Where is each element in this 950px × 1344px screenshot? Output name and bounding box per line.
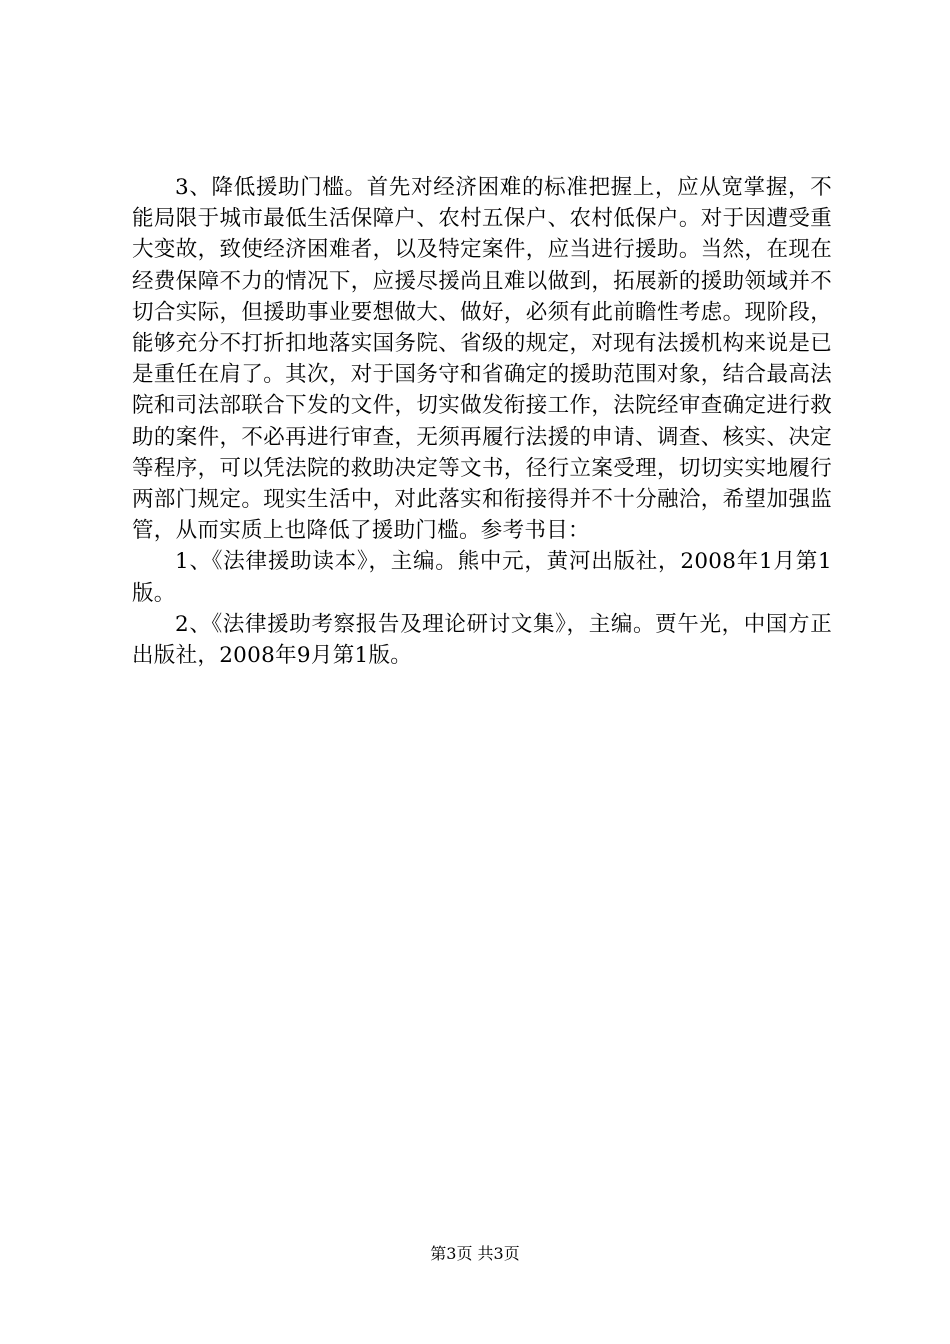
page-footer: 第3页 共3页 [430,1244,520,1263]
document-body [132,172,832,671]
reference-item-1: 1、《法律援助读本》，主编。熊中元，黄河出版社，2008年1月第1版。 [132,549,832,606]
body-paragraph: 3、降低援助门槛。首先对经济困难的标准把握上，应从宽掌握，不能局限于城市最低生活保障户、农村五保户、农村低保户。对于因遭受重大变故，致使经济困难者，以及特定案件，应当进行援助。当然，在现在经费保障不力的情况下，应援尽援尚且难以做到，拓展新的援助领域并不切合实际，但援助事业要想做大、做好，必须有此前瞻性考虑。现阶段，能够充分不打折扣地落实国务院、省级的规定，对现有法援机构来说是已是重任在肩了。其次，对于国务守和省确定的援助范围对象，结合最高法院和司法部联合下发的文件，切实做发衔接工作，法院经审查确定进行救助的案件，不必再进行审查，无须再履行法援的申请、调查、核实、决定等程序，可以凭法院的救助决定等文书，径行立案受理，切切实实地履行两部门规定。现实生活中，对此落实和衔接得并不十分融洽，希望加强监管，从而实质上也降低了援助门槛。参考书目： [132,175,832,544]
reference-item-2: 2、《法律援助考察报告及理论研讨文集》，主编。贾午光，中国方正出版社，2008年9月第1版。 [132,611,832,669]
